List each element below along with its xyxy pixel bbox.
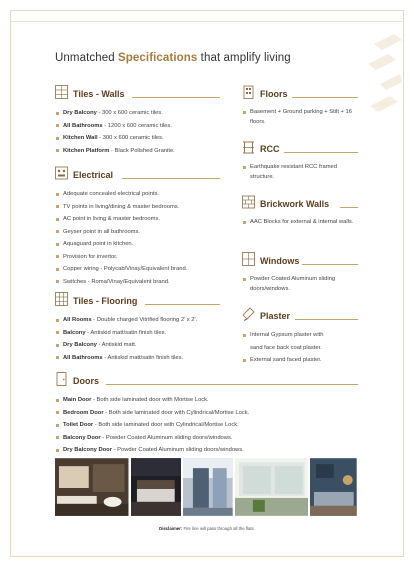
spec-item-label: Kitchen Platform xyxy=(63,147,110,154)
spec-item: Aquaguard point in kitchen. xyxy=(55,238,220,251)
section-windows xyxy=(242,254,358,296)
spec-item: Geyser point in all bathrooms. xyxy=(55,226,220,239)
spec-item-label: Kitchen Wall xyxy=(63,135,98,141)
spec-item xyxy=(55,339,220,352)
spec-item xyxy=(55,407,358,420)
spec-item xyxy=(55,314,220,327)
spec-item-label: Bedroom Door xyxy=(63,409,104,416)
spec-item xyxy=(55,145,220,158)
section-title: Floors xyxy=(260,89,288,99)
section-floors xyxy=(242,87,358,129)
section-tiles-walls xyxy=(55,87,220,157)
spec-item: TV points in living/dining & master bedrooms. xyxy=(55,201,220,214)
spec-item-text: - Powder Coated Aluminum sliding doors/windows. xyxy=(100,434,233,441)
spec-item: Earthquake resistant RCC framed structure. xyxy=(242,162,358,182)
section-rule xyxy=(122,178,220,179)
spec-item xyxy=(55,432,358,445)
section-title: Doors xyxy=(73,376,100,386)
title-highlight: Specifications xyxy=(118,52,198,64)
section-rule xyxy=(295,319,358,320)
section-plaster xyxy=(242,309,358,367)
section-rule xyxy=(284,152,358,153)
spec-item xyxy=(55,132,220,145)
section-doors xyxy=(55,374,358,457)
section-rule xyxy=(292,97,358,98)
section-title: Electrical xyxy=(73,170,114,180)
section-brickwork xyxy=(242,197,358,229)
spec-item-label: All Bathrooms xyxy=(63,122,103,129)
living-room-photo xyxy=(310,458,357,516)
disclaimer-text: Fire line will pass through all the flats. xyxy=(182,526,255,531)
spec-item: Copper wiring - Polycab/Vinay/Equivalent brand. xyxy=(55,263,220,276)
rcc-structure-icon xyxy=(242,140,255,154)
section-rule xyxy=(132,97,220,98)
section-title: Brickwork Walls xyxy=(260,199,330,209)
spec-item: AAC Blocks for external & internal walls. xyxy=(242,217,358,227)
spec-item: External sand faced plaster. xyxy=(242,354,358,367)
spec-item xyxy=(55,120,220,133)
spec-item-label: Dry Balcony Door xyxy=(63,447,112,453)
section-title: Tiles - Flooring xyxy=(73,296,138,306)
spec-item: Adequate concealed electrical points. xyxy=(55,188,220,201)
section-title: Windows xyxy=(260,256,300,266)
spec-item: Provision for invertor. xyxy=(55,251,220,264)
spec-item-text: - 1200 x 600 ceramic tiles. xyxy=(102,122,172,129)
spec-item-label: Main Door xyxy=(63,397,92,403)
spec-item-label: All Rooms xyxy=(63,317,92,323)
plaster-trowel-icon xyxy=(242,307,255,321)
spec-item: Switches - Roma/Vinay/Equivalent brand. xyxy=(55,276,220,289)
spec-item-label: Dry Balcony xyxy=(63,110,97,116)
door-icon xyxy=(55,372,68,386)
disclaimer xyxy=(0,526,414,531)
spec-item-text: - Antiskid matt/satin finish tiles. xyxy=(85,329,167,336)
spec-item-text: - Both side laminated door with Cylindrical/Mortise Lock. xyxy=(103,409,250,416)
section-electrical xyxy=(55,168,220,288)
section-title: Tiles - Walls xyxy=(73,89,125,99)
bedroom-photo xyxy=(131,458,182,516)
spec-item-text: - Both side laminated door with Cylindrical/Mortise Lock. xyxy=(93,422,239,428)
window-icon xyxy=(242,252,255,266)
page-title: Unmatched Specifications that amplify living xyxy=(55,52,291,64)
section-rule xyxy=(340,207,358,208)
electrical-box-icon xyxy=(55,166,68,180)
window-balcony-photo xyxy=(235,458,309,516)
section-tiles-flooring xyxy=(55,294,220,364)
section-title: Plaster xyxy=(260,311,291,321)
spec-item-text: - Antiskid matt. xyxy=(96,342,137,348)
spec-item: AC point in living & master bedrooms. xyxy=(55,213,220,226)
spec-item: Internal Gypsum plaster with xyxy=(242,329,358,342)
spec-item xyxy=(55,352,220,365)
section-rule xyxy=(106,384,358,385)
spec-item xyxy=(55,107,220,120)
section-rcc xyxy=(242,142,358,184)
disclaimer-label: Disclaimer: xyxy=(159,526,183,531)
spec-item-text: - Antiskid matt/satin finish tiles. xyxy=(102,354,184,361)
spec-item-label: All Bathrooms xyxy=(63,354,103,361)
spec-item-text: - Powder Coated Aluminum sliding doors/windows. xyxy=(111,447,244,453)
spec-item-label: Balcony xyxy=(63,329,86,336)
spec-item xyxy=(55,327,220,340)
spec-item-label: Toilet Door xyxy=(63,422,94,428)
spec-item xyxy=(55,419,358,432)
section-rule xyxy=(302,264,358,265)
section-title: RCC xyxy=(260,144,280,154)
spec-item: sand face back coat plaster. xyxy=(250,344,322,351)
decorative-pattern xyxy=(364,34,402,154)
photo-strip xyxy=(55,458,357,516)
bathroom-photo xyxy=(55,458,129,516)
spec-item-text: - Black Polished Granite. xyxy=(109,147,175,154)
spec-item-label: Balcony Door xyxy=(63,434,101,441)
floor-tiles-icon xyxy=(55,292,68,306)
top-divider xyxy=(10,21,404,22)
spec-item: Powder Coated Aluminum sliding doors/windows. xyxy=(242,274,358,294)
section-rule xyxy=(145,304,220,305)
spec-item xyxy=(55,444,358,457)
spec-item-text: - Double charged Vitrified flooring 2' x 2'. xyxy=(91,317,198,323)
spec-item xyxy=(55,394,358,407)
brick-wall-icon xyxy=(242,195,255,209)
spec-item-label: Dry Balcony xyxy=(63,342,97,348)
spec-item-text: - 300 x 600 ceramic tiles. xyxy=(97,135,164,141)
spec-item-text: - 300 x 600 ceramic tiles. xyxy=(96,110,163,116)
spec-item: Basement + Ground parking + Stilt + 16 floors. xyxy=(242,107,358,127)
wall-tiles-icon xyxy=(55,85,68,99)
spec-item-text: - Both side laminated door with Mortise Lock. xyxy=(91,397,209,403)
door-interior-photo xyxy=(183,458,233,516)
building-floors-icon xyxy=(242,85,255,99)
